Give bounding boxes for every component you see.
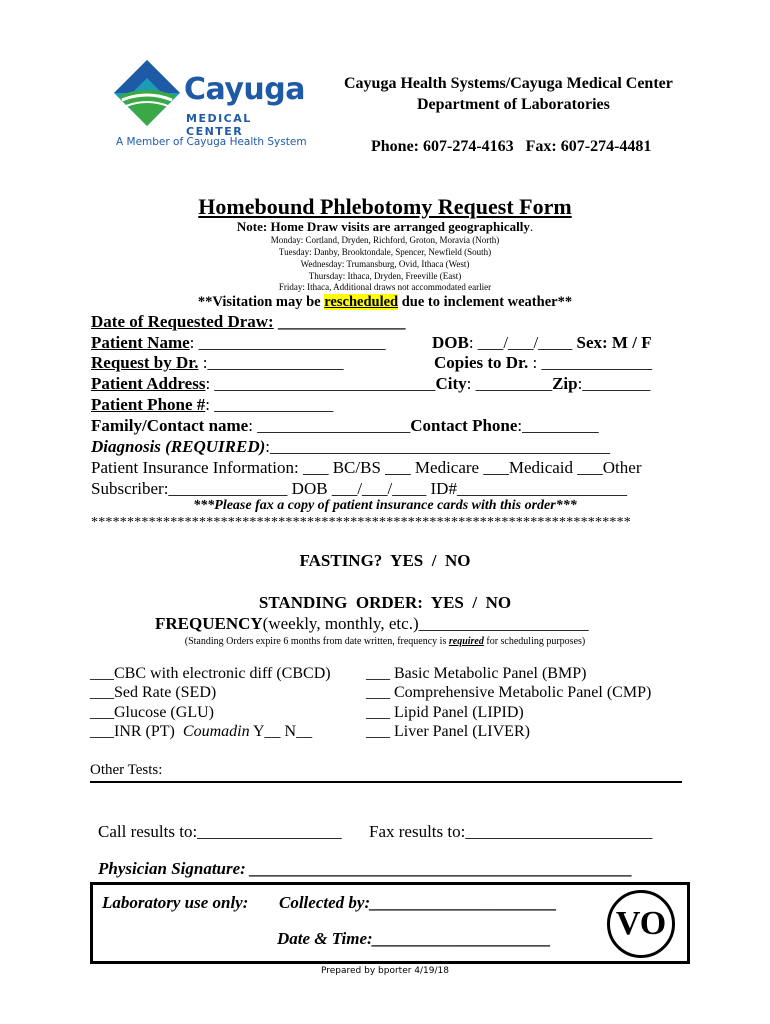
test-inr-coumadin: Coumadin	[182, 723, 250, 740]
patient-phone-label: Patient Phone #	[91, 395, 206, 414]
schedule-thursday: Thursday: Ithaca, Dryden, Freeville (East)	[308, 271, 462, 281]
other-tests-line	[90, 781, 682, 783]
zip-label: Zip	[552, 374, 578, 393]
logo-subtitle: MEDICAL CENTER	[186, 112, 252, 138]
frequency-field[interactable]	[155, 614, 589, 634]
standing-order-note	[0, 636, 770, 647]
fax-results-field[interactable]: Fax results to:______________________	[369, 822, 653, 841]
family-contact-blank: : __________________	[248, 416, 411, 435]
lab-use-label: Laboratory use only:	[102, 893, 249, 912]
weather-highlight: rescheduled	[324, 294, 399, 310]
collected-by-field[interactable]: Collected by:______________________	[279, 893, 558, 912]
form-title: Homebound Phlebotomy Request Form	[198, 194, 572, 219]
diagnosis-blank: :________________________________________	[265, 437, 611, 456]
patient-address-field[interactable]	[91, 374, 650, 394]
dob-label: DOB	[432, 333, 469, 352]
diagnosis-field[interactable]	[91, 437, 610, 457]
prepared-by: Prepared by bporter 4/19/18	[320, 966, 449, 976]
org-name: Cayuga Health Systems/Cayuga Medical Center	[344, 75, 673, 92]
cayuga-logo-mark-icon	[112, 58, 182, 128]
test-liver[interactable]: ___ Liver Panel (LIVER)	[366, 723, 530, 740]
patient-name-field[interactable]	[91, 333, 386, 353]
test-lipid[interactable]: ___ Lipid Panel (LIPID)	[366, 704, 524, 721]
frequency-blank: (weekly, monthly, etc.)____________________	[262, 614, 589, 633]
vo-text: VO	[615, 905, 667, 942]
vo-stamp	[607, 890, 675, 958]
weather-post: due to inclement weather**	[398, 294, 573, 310]
geo-note-bold: Note: Home Draw visits are arranged geographically	[236, 219, 530, 234]
schedule-wednesday: Wednesday: Trumansburg, Ovid, Ithaca (West)	[300, 259, 470, 269]
cayuga-logo	[112, 56, 312, 156]
test-cmp[interactable]: ___ Comprehensive Metabolic Panel (CMP)	[366, 684, 652, 701]
dob-sex-field[interactable]	[432, 333, 652, 353]
call-results-field[interactable]: Call results to:_________________	[98, 822, 342, 841]
request-by-field[interactable]	[91, 353, 344, 373]
copies-to-field[interactable]	[434, 353, 652, 373]
weather-pre: **Visitation may be	[197, 294, 325, 310]
schedule-tuesday: Tuesday: Danby, Brooktondale, Spencer, Newfield (South)	[278, 247, 492, 257]
request-by-blank: :________________	[198, 353, 344, 372]
test-sed[interactable]: ___Sed Rate (SED)	[90, 684, 217, 701]
fax-insurance-note: ***Please fax a copy of patient insurance cards with this order***	[193, 498, 577, 513]
standing-note-required: required	[448, 636, 484, 647]
family-contact-field[interactable]	[91, 416, 599, 436]
star-divider: ***************************************************************************	[91, 515, 631, 530]
city-blank: : _________	[466, 374, 553, 393]
zip-blank: :________	[577, 374, 651, 393]
logo-name: Cayuga	[184, 72, 305, 107]
standing-order-field[interactable]: STANDING ORDER: YES / NO	[258, 593, 512, 612]
patient-address-blank: : __________________________	[205, 374, 436, 393]
schedule-friday: Friday: Ithaca, Additional draws not accommodated earlier	[278, 282, 492, 292]
patient-address-label: Patient Address	[91, 374, 206, 393]
requested-date-label: Date of Requested Draw:	[91, 312, 274, 331]
copies-to-blank: : _____________	[528, 353, 653, 372]
weather-note	[0, 294, 770, 311]
frequency-label: FREQUENCY	[155, 614, 263, 633]
date-time-field[interactable]: Date & Time:_____________________	[277, 929, 552, 948]
contact-phone-label: Contact Phone	[410, 416, 518, 435]
contact-numbers: Phone: 607-274-4163 Fax: 607-274-4481	[371, 138, 652, 155]
test-glu[interactable]: ___Glucose (GLU)	[90, 704, 214, 721]
physician-signature-field[interactable]: Physician Signature: _____________________________________________	[98, 859, 633, 878]
standing-note-post: for scheduling purposes)	[483, 636, 586, 647]
request-by-label: Request by Dr.	[91, 353, 199, 372]
sex-label: Sex: M / F	[572, 333, 652, 352]
other-tests-label[interactable]: Other Tests:	[90, 762, 163, 778]
patient-name-blank: : ______________________	[189, 333, 386, 352]
contact-phone-blank: :_________	[517, 416, 599, 435]
fasting-field[interactable]: FASTING? YES / NO	[299, 551, 471, 570]
geo-note	[0, 219, 770, 235]
test-inr[interactable]	[90, 723, 312, 741]
logo-member-text: A Member of Cayuga Health System	[116, 136, 307, 148]
department-name: Department of Laboratories	[417, 96, 610, 113]
geo-note-end: .	[529, 219, 534, 234]
test-inr-pre: ___INR (PT)	[90, 723, 183, 740]
schedule-monday: Monday: Cortland, Dryden, Richford, Groton, Moravia (North)	[270, 235, 500, 245]
patient-phone-field[interactable]	[91, 395, 333, 415]
test-inr-post: Y__ N__	[249, 723, 313, 740]
subscriber-field[interactable]: Subscriber:______________ DOB ___/___/____ ID#____________________	[91, 479, 627, 498]
city-label: City	[435, 374, 467, 393]
dob-blank: : ___/___/____	[468, 333, 573, 352]
copies-to-label: Copies to Dr.	[434, 353, 529, 372]
requested-date-field[interactable]	[91, 312, 405, 332]
diagnosis-label: Diagnosis (REQUIRED)	[91, 437, 266, 456]
test-bmp[interactable]: ___ Basic Metabolic Panel (BMP)	[366, 665, 587, 682]
patient-phone-blank: : ______________	[205, 395, 334, 414]
requested-date-blank: _______________	[273, 312, 406, 331]
family-contact-label: Family/Contact name	[91, 416, 249, 435]
standing-note-pre: (Standing Orders expire 6 months from date written, frequency is	[184, 636, 449, 647]
test-cbcd[interactable]: ___CBC with electronic diff (CBCD)	[90, 665, 331, 682]
insurance-field[interactable]: Patient Insurance Information: ___ BC/BS ___ Medicare ___Medicaid ___Other	[91, 458, 642, 477]
patient-name-label: Patient Name	[91, 333, 190, 352]
